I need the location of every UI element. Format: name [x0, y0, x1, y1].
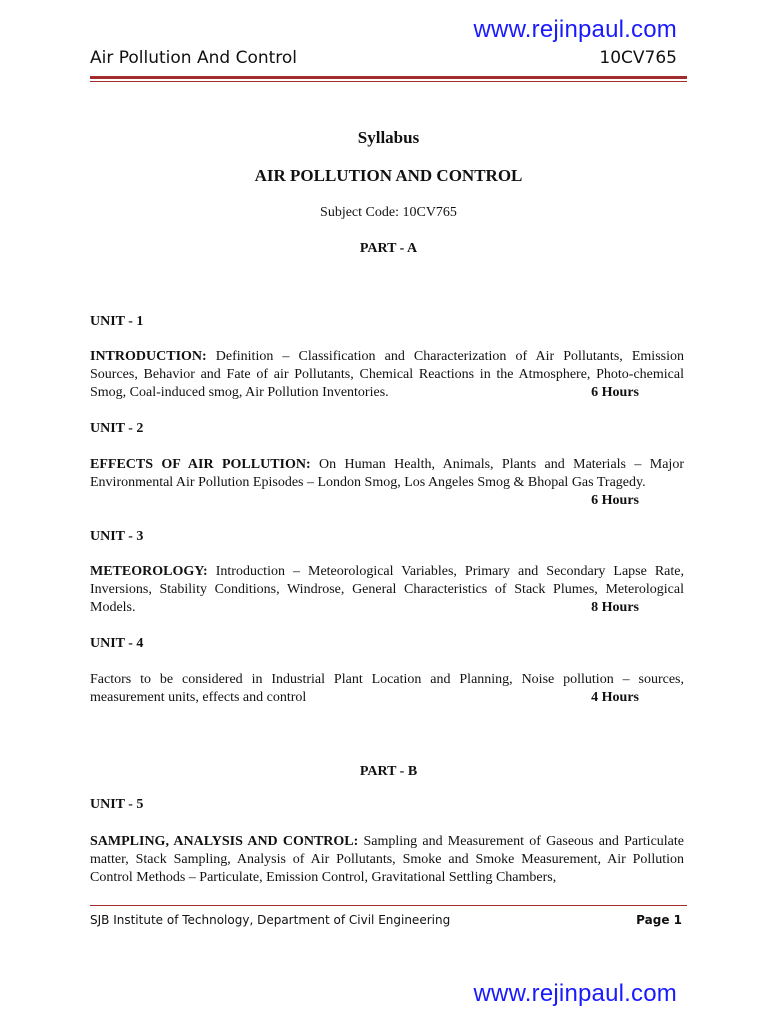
unit-1-label: UNIT - 1 [90, 314, 144, 329]
unit-4-description [90, 671, 684, 707]
unit-5-label: UNIT - 5 [90, 797, 144, 812]
unit-2-label: UNIT - 2 [90, 421, 144, 436]
unit-4-hours: 4 Hours [591, 690, 639, 705]
unit-3-heading: METEOROLOGY: [90, 564, 208, 579]
watermark-top-link[interactable]: www.rejinpaul.com [473, 16, 677, 43]
course-title: AIR POLLUTION AND CONTROL [254, 166, 523, 185]
unit-5-heading: SAMPLING, ANALYSIS AND CONTROL: [90, 834, 359, 849]
syllabus-title: Syllabus [357, 128, 420, 147]
header-course-code: 10CV765 [599, 48, 677, 68]
header-rule-thin [90, 81, 687, 82]
unit-4-text: Factors to be considered in Industrial Plant Location and Planning, Noise pollution – sources, measurement units, effects and control [90, 672, 684, 705]
unit-1-text: Definition – Classification and Characterization of Air Pollutants, Emission Sources, Behavior and Fate of air Pollutants, Chemical Reactions in the Atmosphere, Photo-chemical Smog, Coal-induced smog, Air Pollution Inventories. [90, 349, 684, 400]
unit-5-text: Sampling and Measurement of Gaseous and Particulate matter, Stack Sampling, Analysis of Air Pollutants, Smoke and Smoke Measurement, Air Pollution Control Methods – Particulate, Emission Control, Gravitational Settling Chambers, [90, 834, 684, 885]
subject-code: Subject Code: 10CV765 [320, 205, 457, 220]
unit-3-description [90, 563, 684, 617]
header-course-title: Air Pollution And Control [90, 48, 298, 68]
unit-4-label: UNIT - 4 [90, 636, 144, 651]
watermark-bottom-link[interactable]: www.rejinpaul.com [473, 980, 677, 1007]
unit-2-heading: EFFECTS OF AIR POLLUTION: [90, 457, 311, 472]
header-rule-thick [90, 76, 687, 79]
footer-institute: SJB Institute of Technology, Department of Civil Engineering [90, 913, 451, 927]
unit-2-description [90, 456, 684, 510]
part-a-heading: PART - A [359, 241, 418, 256]
unit-3-label: UNIT - 3 [90, 529, 144, 544]
unit-1-hours: 6 Hours [591, 385, 639, 400]
unit-2-hours: 6 Hours [591, 493, 639, 508]
footer-page-number: Page 1 [636, 913, 682, 927]
unit-1-heading: INTRODUCTION: [90, 349, 207, 364]
unit-2-text: On Human Health, Animals, Plants and Materials – Major Environmental Air Pollution Episodes – London Smog, Los Angeles Smog & Bhopal Gas Tragedy. [90, 457, 684, 490]
unit-3-text: Introduction – Meteorological Variables, Primary and Secondary Lapse Rate, Inversions, Stability Conditions, Windrose, General Characteristics of Stack Plumes, Meterological Models. [90, 564, 684, 615]
footer-rule [90, 905, 687, 906]
unit-3-hours: 8 Hours [591, 600, 639, 615]
part-b-heading: PART - B [359, 764, 418, 779]
unit-1-description [90, 348, 684, 402]
unit-5-description [90, 833, 684, 887]
